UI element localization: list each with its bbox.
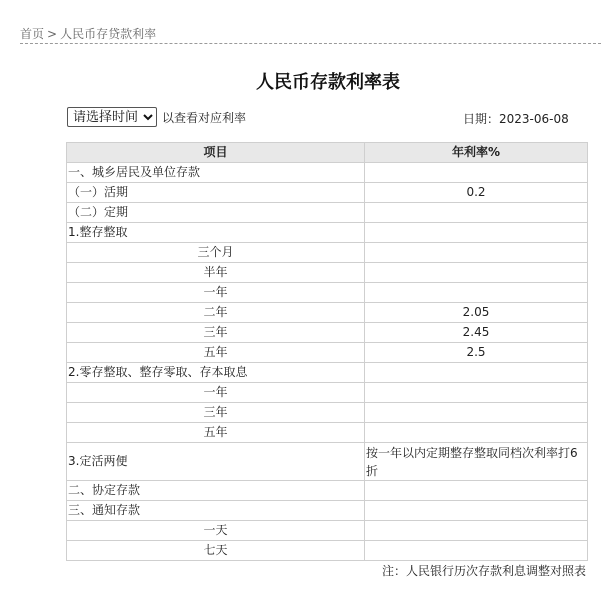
row-item: 一天 [67,521,365,541]
table-row [67,343,588,363]
row-rate [365,283,588,303]
row-item: 二、协定存款 [67,481,365,501]
breadcrumb-home-link[interactable]: 首页 [20,27,45,41]
footnote-link[interactable]: 注：人民银行历次存款利息调整对照表 [381,564,586,578]
date-display [463,111,569,127]
table-row [67,303,588,323]
table-row [67,163,588,183]
row-rate [365,363,588,383]
table-row [67,203,588,223]
row-rate [365,501,588,521]
select-hint: 以查看对应利率 [162,110,247,125]
row-item: 七天 [67,541,365,561]
row-rate [365,203,588,223]
column-header-item: 项目 [67,143,365,163]
table-row [67,323,588,343]
row-rate: 2.05 [365,303,588,323]
deposit-rate-table [66,142,588,561]
breadcrumb-current[interactable]: 人民币存贷款利率 [60,27,157,41]
date-label: 日期： [463,112,500,126]
table-row [67,223,588,243]
row-rate: 2.5 [365,343,588,363]
row-rate [365,223,588,243]
row-item: 3.定活两便 [67,443,365,481]
row-item: 二年 [67,303,365,323]
row-item: （一）活期 [67,183,365,203]
row-rate [365,163,588,183]
row-item: （二）定期 [67,203,365,223]
row-rate: 2.45 [365,323,588,343]
table-row [67,541,588,561]
table-row [67,363,588,383]
table-row [67,283,588,303]
row-rate [365,243,588,263]
table-header-row [67,143,588,163]
row-item: 1.整存整取 [67,223,365,243]
row-item: 三年 [67,403,365,423]
table-row [67,423,588,443]
table-row [67,183,588,203]
row-rate [365,263,588,283]
table-row [67,501,588,521]
row-item: 2.零存整取、整存零取、存本取息 [67,363,365,383]
time-filter [67,106,246,128]
row-rate [365,403,588,423]
table-row [67,481,588,501]
column-header-rate: 年利率% [365,143,588,163]
table-row [67,263,588,283]
row-rate-note: 按一年以内定期整存整取同档次利率打6折 [365,443,588,481]
breadcrumb [20,26,601,44]
table-row [67,383,588,403]
row-item: 一年 [67,383,365,403]
table-row [67,443,588,481]
row-item: 三、通知存款 [67,501,365,521]
row-rate [365,521,588,541]
row-rate: 0.2 [365,183,588,203]
row-rate [365,423,588,443]
row-item: 五年 [67,423,365,443]
table-row [67,403,588,423]
table-row [67,243,588,263]
table-row [67,521,588,541]
row-item: 一年 [67,283,365,303]
row-item: 一、城乡居民及单位存款 [67,163,365,183]
row-rate [365,541,588,561]
row-item: 五年 [67,343,365,363]
date-value: 2023-06-08 [499,112,569,126]
row-item: 三年 [67,323,365,343]
row-rate [365,383,588,403]
breadcrumb-separator: > [47,27,58,41]
page-title: 人民币存款利率表 [256,72,400,93]
row-item: 三个月 [67,243,365,263]
time-select[interactable] [67,107,157,127]
row-item: 半年 [67,263,365,283]
row-rate [365,481,588,501]
